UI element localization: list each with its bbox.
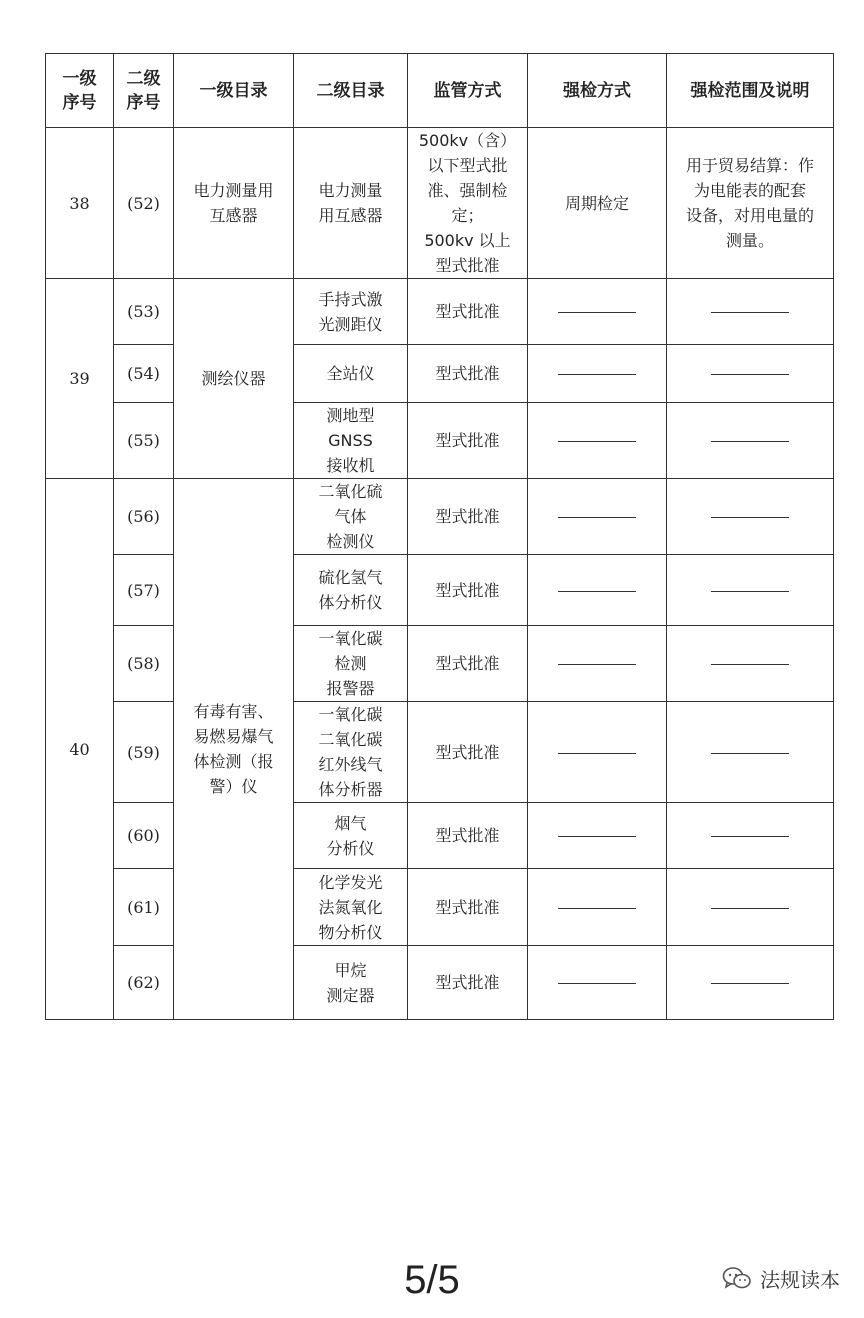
empty-dash [711,908,789,909]
table-row [46,479,834,555]
empty-dash [711,441,789,442]
empty-dash [558,441,636,442]
table-row [46,869,834,946]
empty-dash [711,983,789,984]
inspection-cell [528,803,667,869]
inspection-cell [528,869,667,946]
scope-cell [667,803,834,869]
scope-cell [667,702,834,803]
level2-dir-cell: 手持式激 光测距仪 [294,279,408,345]
empty-dash [558,664,636,665]
table-row [46,702,834,803]
level1-dir-cell: 测绘仪器 [174,279,294,479]
level2-no-cell: (61) [114,869,174,946]
table-row [46,279,834,345]
watermark [722,1264,840,1293]
header-level2-no: 二级 序号 [114,54,174,128]
level2-no-cell: (60) [114,803,174,869]
empty-dash [711,753,789,754]
inspection-cell [528,702,667,803]
empty-dash [711,836,789,837]
empty-dash [558,374,636,375]
inspection-cell [528,403,667,479]
inspection-cell [528,555,667,626]
scope-cell [667,479,834,555]
supervision-cell: 型式批准 [408,946,528,1020]
level1-dir-cell: 电力测量用 互感器 [174,128,294,279]
scope-cell: 用于贸易结算：作 为电能表的配套 设备，对用电量的 测量。 [667,128,834,279]
inspection-cell [528,479,667,555]
empty-dash [558,753,636,754]
empty-dash [558,312,636,313]
level2-no-cell: (53) [114,279,174,345]
table-row [46,128,834,279]
level2-dir-cell: 甲烷 测定器 [294,946,408,1020]
inspection-cell: 周期检定 [528,128,667,279]
level2-no-cell: (58) [114,626,174,702]
supervision-cell: 型式批准 [408,345,528,403]
empty-dash [711,312,789,313]
level2-no-cell: (54) [114,345,174,403]
level2-no-cell: (57) [114,555,174,626]
scope-cell [667,946,834,1020]
inspection-cell [528,946,667,1020]
level1-dir-cell: 有毒有害、 易燃易爆气 体检测（报 警）仪 [174,479,294,1020]
level2-no-cell: (59) [114,702,174,803]
level2-dir-cell: 全站仪 [294,345,408,403]
level2-dir-cell: 化学发光 法氮氧化 物分析仪 [294,869,408,946]
wechat-icon [722,1266,752,1292]
supervision-cell: 型式批准 [408,403,528,479]
header-row [46,54,834,128]
level2-no-cell: (52) [114,128,174,279]
scope-cell [667,279,834,345]
supervision-cell: 型式批准 [408,479,528,555]
supervision-cell: 型式批准 [408,555,528,626]
table-row [46,803,834,869]
empty-dash [711,374,789,375]
table-row [46,345,834,403]
level2-no-cell: (56) [114,479,174,555]
supervision-cell: 型式批准 [408,626,528,702]
watermark-text: 法规读本 [760,1268,840,1292]
table-row [46,626,834,702]
level2-no-cell: (55) [114,403,174,479]
scope-cell [667,555,834,626]
level2-dir-cell: 一氧化碳 二氧化碳 红外线气 体分析器 [294,702,408,803]
empty-dash [711,664,789,665]
level2-dir-cell: 电力测量 用互感器 [294,128,408,279]
empty-dash [558,908,636,909]
header-supervision: 监管方式 [408,54,528,128]
supervision-cell: 型式批准 [408,803,528,869]
header-scope: 强检范围及说明 [667,54,834,128]
table-row [46,946,834,1020]
table-row [46,555,834,626]
level2-dir-cell: 一氧化碳 检测 报警器 [294,626,408,702]
empty-dash [558,591,636,592]
empty-dash [558,517,636,518]
level2-dir-cell: 测地型 GNSS 接收机 [294,403,408,479]
scope-cell [667,869,834,946]
scope-cell [667,626,834,702]
inspection-cell [528,279,667,345]
catalog-table [45,53,834,1020]
header-level1-no: 一级 序号 [46,54,114,128]
header-level1-dir: 一级目录 [174,54,294,128]
empty-dash [558,983,636,984]
level2-dir-cell: 硫化氢气 体分析仪 [294,555,408,626]
empty-dash [558,836,636,837]
page-number: 5/5 [404,1258,460,1302]
level1-no-cell: 38 [46,128,114,279]
level1-no-cell: 39 [46,279,114,479]
level2-no-cell: (62) [114,946,174,1020]
table-row [46,403,834,479]
level1-no-cell: 40 [46,479,114,1020]
inspection-cell [528,626,667,702]
empty-dash [711,591,789,592]
supervision-cell: 500kv（含） 以下型式批 准、强制检 定； 500kv 以上 型式批准 [408,128,528,279]
supervision-cell: 型式批准 [408,869,528,946]
level2-dir-cell: 烟气 分析仪 [294,803,408,869]
supervision-cell: 型式批准 [408,702,528,803]
inspection-cell [528,345,667,403]
level2-dir-cell: 二氧化硫 气体 检测仪 [294,479,408,555]
empty-dash [711,517,789,518]
scope-cell [667,345,834,403]
supervision-cell: 型式批准 [408,279,528,345]
header-level2-dir: 二级目录 [294,54,408,128]
scope-cell [667,403,834,479]
header-inspection: 强检方式 [528,54,667,128]
